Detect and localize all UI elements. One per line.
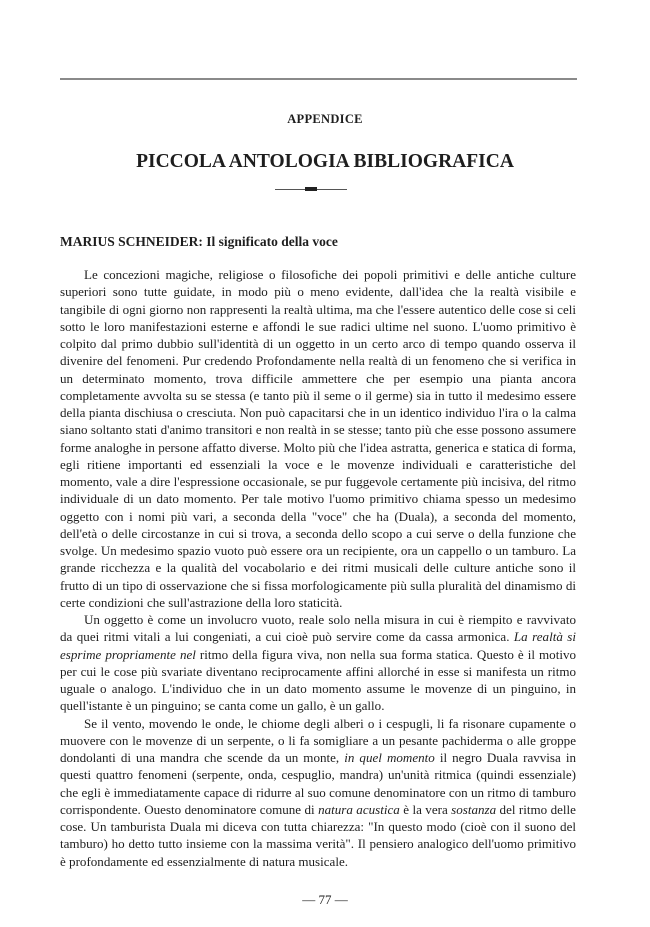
paragraph-2-emphasis: La realtà si esprime propriamente nel — [60, 629, 577, 662]
section-heading: MARIUS SCHNEIDER: Il significato della voce — [60, 234, 338, 249]
paragraph-3-emphasis-1: in quel momento — [344, 750, 435, 765]
page-title: PICCOLA ANTOLOGIA BIBLIOGRAFICA — [136, 151, 514, 172]
appendix-label: APPENDICE — [287, 112, 363, 126]
top-rule — [60, 78, 577, 80]
paragraph-2-text-b: ritmo della figura viva, non nella sua forma statica. Questo è il motivo per cui le cose più svariate diventano reciprocamente affini allorché in esse si manifesta un ritmo uguale o analogo. L'individuo che in un dato momento assume le movenze di un pinguino, in quell'istante è un pinguino; se canta come un gallo, è un gallo. — [60, 646, 576, 714]
paragraph-3-text-c: è la vera — [399, 801, 452, 817]
paragraph-3 — [60, 715, 576, 870]
paragraph-3-text-b: il negro Duala ravvisa in questi quattro fenomeni (serpente, onda, cespuglio, mandra) un'unità ritmica (quindi essenziale) che egli è immediatamente capace di ridurre al suo comune denominatore con un ritmo di tamburo corrispondente. Ouesto denominatore comune di — [60, 750, 576, 817]
title-ornament — [275, 187, 347, 192]
ornament-mark — [305, 187, 317, 191]
body-text — [60, 266, 576, 870]
paragraph-3-text-d: del ritmo delle cose. Un tamburista Duala mi diceva con tutta chiarezza: "In questo modo (cioè con il suono del tamburo) ho detto tutto insieme con la massima verità". Il pensiero analogico dell'uomo primitivo è profondamente ed essenzialmente di natura musicale. — [60, 801, 576, 869]
page-number: — 77 — — [302, 892, 348, 907]
paragraph-3-text-a: Se il vento, movendo le onde, le chiome degli alberi o i cespugli, li fa risonare cupamente o muovere con le movenze di un serpente, o li fa somigliare a un pesante pachiderma o alle groppe dondolanti di una mandra che scende da un monte, — [60, 715, 576, 765]
paragraph-3-emphasis-3: sostanza — [451, 801, 497, 817]
paragraph-2-text-a: Un oggetto è come un involucro vuoto, reale solo nella misura in cui è riempito e ravvivato da quei ritmi vitali a lui congeniati, a cui cioè può servire come da cassa armonica. — [60, 612, 576, 645]
paragraph-2 — [60, 611, 576, 715]
paragraph-3-emphasis-2: natura acustica — [318, 801, 400, 817]
paragraph-1 — [60, 266, 576, 611]
paragraph-1-text: Le concezioni magiche, religiose o filosofiche dei popoli primitivi e delle antiche culture superiori sono tutte guidate, in modo più o meno evidente, dall'idea che la realtà visibile e tangibile di ogni giorno non rappresenti la realtà ultima, ma che l'essere autentico delle cose si celi sotto le loro manifestazioni esterne e affondi le sue radici ultime nel suono. L'uomo primitivo è colpito dal primo dubbio sull'identità di un oggetto in un certo arco di tempo quando osserva il divenire del fenomeni. Pur credendo Profondamente nella realtà di un fenomeno che si verifica in un determinato momento, trova difficile ammettere che per esempio una pianta ancora completamente avvolta su se stessa (e tanto più il seme o il germe) sia in tutto il medesimo essere della pianta dischiusa o cresciuta. Non può capacitarsi che in un identico individuo l'ira o la calma siano soltanto stati d'animo transitori e non realtà in se stesse; tanto più che esse possono assumere forme analoghe in persone affatto diverse. Molto più che l'idea astratta, generica e statica di forma, egli ritiene importanti ed essenziali la voce e le movenze individuali e caratteristiche del momento, vale a dire l'espressione occasionale, se pur fuggevole certamente più incisiva, del ritmo individuale di un dato momento. Per tale motivo l'uomo primitivo chiama spesso un medesimo oggetto con i nomi più vari, a seconda della "voce" che ha (Duala), a seconda del momento, dell'età o delle circostanze in cui si trova, a seconda dello scopo a cui serve o della funzione che svolge. Un medesimo spazio vuoto può essere ora un recipiente, ora un cappello o un tamburo. La grande ricchezza e la qualità del vocabolario e dei ritmi musicali delle culture antiche sono il frutto di un tipo di osservazione che si fissa morfologicamente più sulla pluralità del dinamismo di certe condizioni che sull'astrazione della loro staticità. — [60, 267, 576, 610]
